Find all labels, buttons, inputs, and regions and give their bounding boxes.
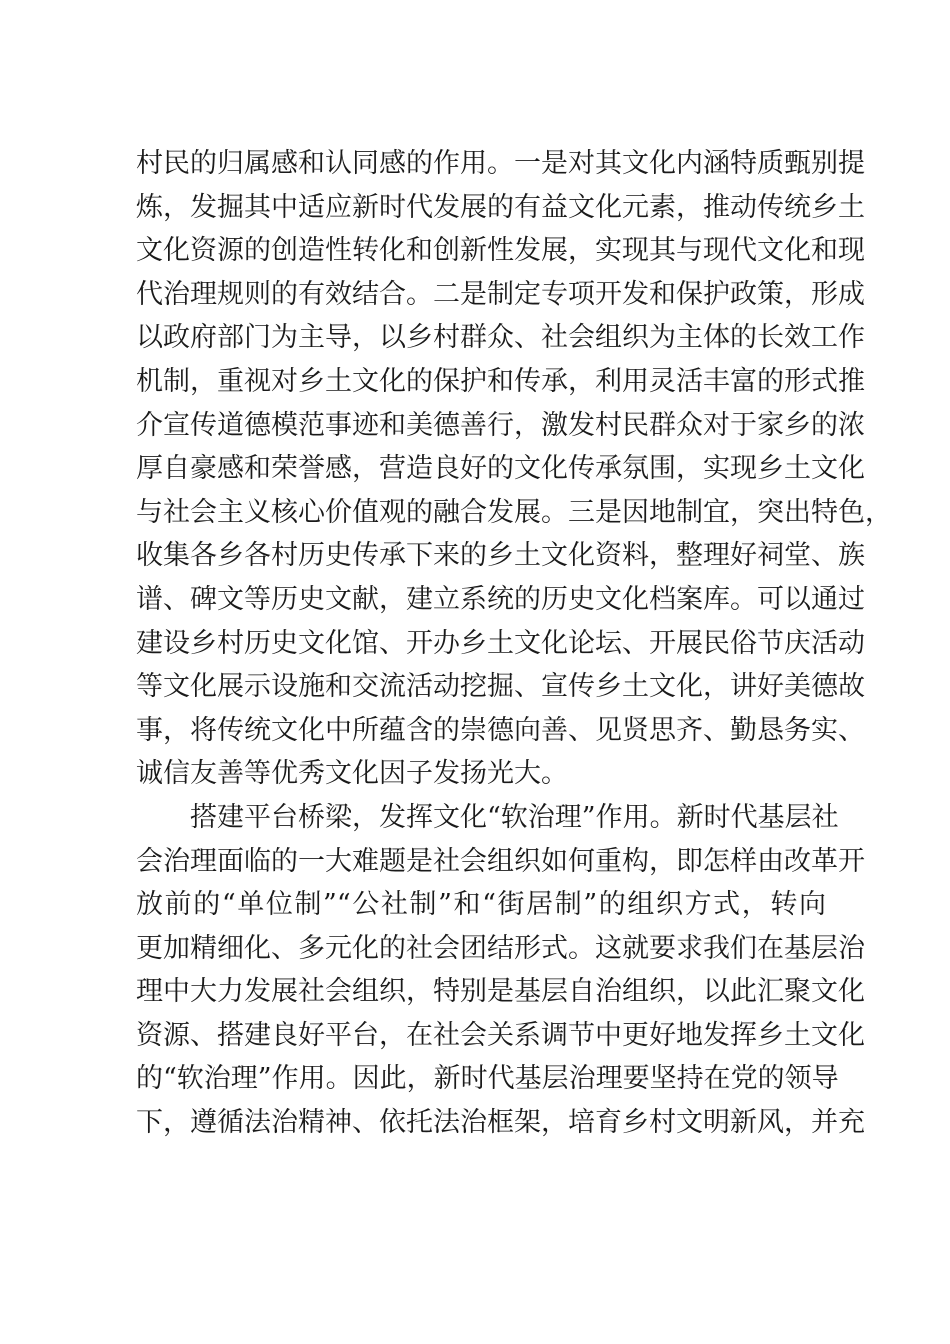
text-line: 谱、碑文等历史文献，建立系统的历史文化档案库。可以通过 (136, 583, 865, 615)
text-line: 炼，发掘其中适应新时代发展的有益文化元素，推动传统乡土 (136, 191, 865, 223)
text-line: 收集各乡各村历史传承下来的乡土文化资料，整理好祠堂、族 (136, 540, 865, 572)
text-line: 搭建平台桥梁，发挥文化“软治理”作用。新时代基层社 (190, 801, 839, 833)
text-line: 诚信友善等优秀文化因子发扬光大。 (136, 758, 568, 790)
text-line: 的“软治理”作用。因此，新时代基层治理要坚持在党的领导 (136, 1063, 839, 1095)
text-line: 下，遵循法治精神、依托法治框架，培育乡村文明新风，并充 (136, 1107, 865, 1139)
paragraph-1 (136, 142, 892, 796)
text-line: 机制，重视对乡土文化的保护和传承，利用灵活丰富的形式推 (136, 365, 865, 397)
text-line: 放前的“单位制”“公社制”和“街居制”的组织方式，转向 (136, 889, 826, 921)
text-line: 更加精细化、多元化的社会团结形式。这就要求我们在基层治 (136, 932, 865, 964)
text-line: 等文化展示设施和交流活动挖掘、宣传乡土文化，讲好美德故 (136, 671, 865, 703)
text-line: 代治理规则的有效结合。二是制定专项开发和保护政策，形成 (136, 278, 865, 310)
text-line: 文化资源的创造性转化和创新性发展，实现其与现代文化和现 (136, 235, 865, 267)
text-line: 厚自豪感和荣誉感，营造良好的文化传承氛围，实现乡土文化 (136, 453, 865, 485)
text-line: 与社会主义核心价值观的融合发展。三是因地制宜，突出特色， (136, 496, 892, 528)
body-text (136, 142, 892, 1145)
text-line: 理中大力发展社会组织，特别是基层自治组织，以此汇聚文化 (136, 976, 865, 1008)
text-line: 以政府部门为主导，以乡村群众、社会组织为主体的长效工作 (136, 322, 865, 354)
text-line: 资源、搭建良好平台，在社会关系调节中更好地发挥乡土文化 (136, 1019, 865, 1051)
text-line: 会治理面临的一大难题是社会组织如何重构，即怎样由改革开 (136, 845, 865, 877)
text-line: 村民的归属感和认同感的作用。一是对其文化内涵特质甄别提 (136, 148, 865, 179)
text-line: 介宣传道德模范事迹和美德善行，激发村民群众对于家乡的浓 (136, 409, 865, 441)
text-line: 事，将传统文化中所蕴含的崇德向善、见贤思齐、勤恳务实、 (136, 714, 865, 746)
paragraph-2 (136, 796, 865, 1145)
text-line: 建设乡村历史文化馆、开办乡土文化论坛、开展民俗节庆活动 (136, 627, 865, 659)
